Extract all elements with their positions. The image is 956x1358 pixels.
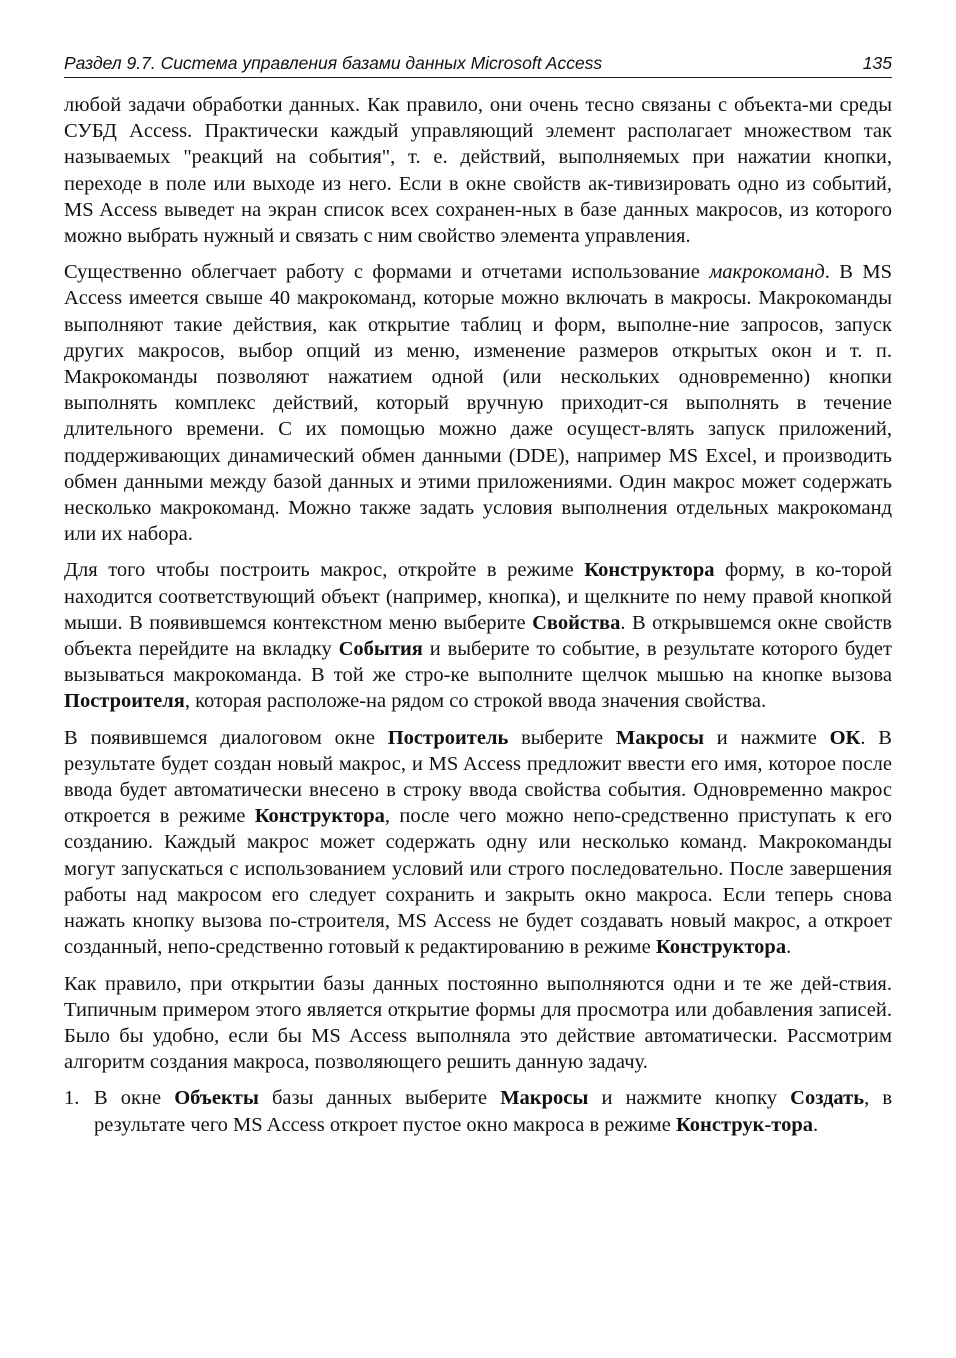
paragraph [64, 725, 892, 961]
text-run: . [813, 1113, 819, 1136]
bold-term: Макросы [615, 726, 705, 749]
bold-term: События [338, 638, 423, 661]
text-run: базы данных выберите [258, 1087, 501, 1110]
bold-term: Конструктора [655, 936, 787, 959]
paragraph [64, 92, 892, 249]
text-run: В появившемся диалоговом окне [64, 726, 388, 749]
bold-term: Создать [790, 1087, 865, 1110]
text-run: , которая расположе-на рядом со строкой ввода значения свойства. [184, 690, 767, 713]
page-body [64, 92, 892, 1138]
list-item [64, 1085, 892, 1137]
paragraph [64, 259, 892, 547]
text-run: . В открывшемся окне свойств объекта перейдите на вкладку [64, 611, 892, 661]
text-run: , после чего можно непо-средственно приступать к его созданию. Каждый макрос может содержать одну или несколько команд. Макрокоманды могут запускаться с использованием условий или строго последовательно. После завершения работы над макросом его следует сохранить и закрыть окно макроса. Если теперь снова нажать кнопку вызова по-строителя, MS Access не будет создавать новый макрос, а откроет созданный, непо-средственно готовый к редактированию в режиме [64, 805, 892, 959]
text-run: . В MS Access имеется свыше 40 макрокоманд, которые можно включать в макросы. Макрокоманды выполняют такие действия, как открытие таблиц и форм, выполне-ние запросов, запуск других макросов, выбор опций из меню, изменение размеров открытых окон и т. п. Макрокоманды позволяют нажатием одной (или нескольких одновременно) кнопки выполнять комплекс действий, который вручную приходит-ся выполнять в течение длительного времени. С их помощью можно даже осущест-влять запуск приложений, поддерживающих динамический обмен данными (DDE), например MS Excel, и производить обмен данными между базой данных и этими приложениями. Один макрос может содержать несколько макрокоманд. Можно также задать условия выполнения отдельных макрокоманд или их набора. [64, 261, 892, 546]
bold-term: Макросы [500, 1087, 589, 1110]
page-number: 135 [862, 53, 892, 73]
text-run: выберите [508, 726, 616, 749]
text-run: и выберите то событие, в результате которого будет вызываться макрокоманда. В той же стро-ке выполните щелчок мышью на кнопке вызова [64, 638, 892, 687]
book-page [64, 52, 892, 1138]
bold-term: ОК [829, 726, 861, 749]
paragraph [64, 557, 892, 714]
text-run: , в результате чего MS Access откроет пустое окно макроса в режиме [94, 1087, 893, 1136]
paragraph [64, 971, 892, 1076]
text-run: Как правило, при открытии базы данных постоянно выполняются одни и те же дей-ствия. Типичным примером этого является открытие формы для просмотра или добавления записей. Было бы удобно, если бы MS Access выполняла это действие автоматически. Рассмотрим алгоритм создания макроса, позволяющего решить данную задачу. [64, 972, 892, 1074]
text-run: Существенно облегчает работу с формами и отчетами использование [64, 261, 710, 284]
bold-term: Свойства [532, 611, 621, 634]
text-run: и нажмите кнопку [588, 1087, 791, 1110]
text-run: В окне [94, 1087, 175, 1110]
section-title: Раздел 9.7. Система управления базами данных Microsoft Access [64, 53, 603, 73]
bold-term: Построителя [64, 690, 185, 713]
running-header [64, 52, 892, 78]
italic-term: макрокоманд [709, 261, 825, 284]
text-run: форму, в ко-торой находится соответствующий объект (например, кнопка), и щелкните по нему правой кнопкой мыши. В появившемся контекстном меню выберите [64, 559, 892, 634]
text-run: Для того чтобы построить макрос, откройте в режиме [64, 559, 585, 582]
list-item-text [94, 1085, 892, 1137]
bold-term: Конструк-тора [675, 1113, 813, 1136]
text-run: любой задачи обработки данных. Как правило, они очень тесно связаны с объекта-ми среды СУБД Access. Практически каждый управляющий элемент располагает множеством так называемых "реакций на события", т. е. действий, выполняемых при нажатии кнопки, переходе в поле или выходе из него. Если в окне свойств ак-тивизировать одно из событий, MS Access выведет на экран список всех сохранен-ных в базе данных макросов, из которого можно выбрать нужный и связать с ним свойство элемента управления. [64, 94, 892, 248]
text-run: . [786, 936, 792, 959]
bold-term: Конструктора [584, 559, 715, 582]
list-item-number: 1. [64, 1087, 80, 1110]
text-run: . В результате будет создан новый макрос, и MS Access предложит ввести его имя, которое после ввода будет автоматически внесено в строку ввода свойства события. Одновременно макрос откроется в режиме [64, 726, 892, 828]
bold-term: Объекты [174, 1087, 259, 1110]
text-run: и нажмите [704, 726, 830, 749]
numbered-list [64, 1085, 892, 1137]
bold-term: Построитель [387, 726, 509, 749]
bold-term: Конструктора [254, 805, 385, 828]
